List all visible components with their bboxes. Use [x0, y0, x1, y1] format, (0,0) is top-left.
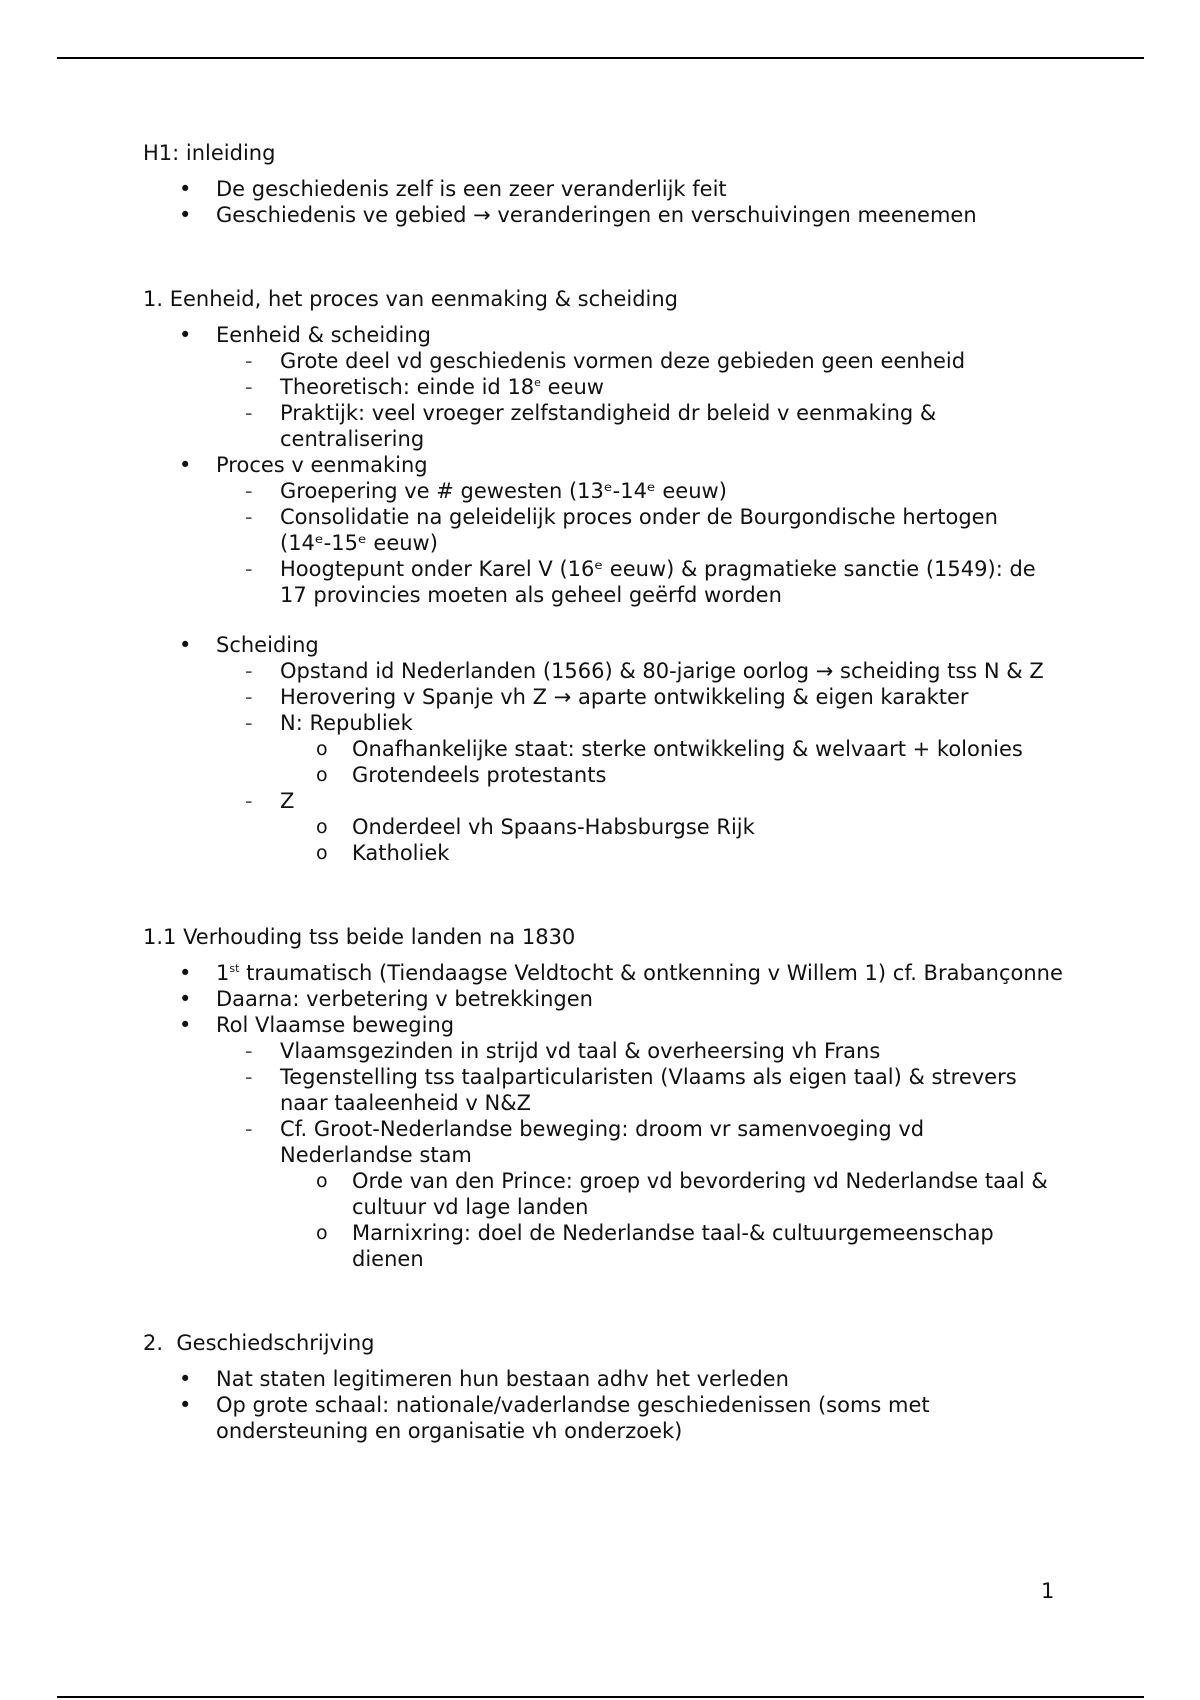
- sub-item: - Grote deel vd geschiedenis vormen deze gebieden geen eenheid: [143, 348, 1063, 374]
- sub-item: - Groepering ve # gewesten (13ᵉ-14ᵉ eeuw): [143, 478, 1063, 504]
- list-item: • Nat staten legitimeren hun bestaan adhv het verleden: [143, 1366, 1063, 1392]
- sub-sub-item: o Grotendeels protestants: [143, 762, 1063, 788]
- sub-item: - Vlaamsgezinden in strijd vd taal & overheersing vh Frans: [143, 1038, 1063, 1064]
- list-item: • Geschiedenis ve gebied → veranderingen en verschuivingen meenemen: [143, 202, 1063, 228]
- heading-section-1: 1. Eenheid, het proces van eenmaking & scheiding: [143, 287, 678, 311]
- list-item: • Rol Vlaamse beweging: [143, 1012, 1063, 1038]
- list-item: • De geschiedenis zelf is een zeer veranderlijk feit: [143, 176, 1063, 202]
- list-item: • Proces v eenmaking: [143, 452, 1063, 478]
- sub-item: - N: Republiek: [143, 710, 1063, 736]
- list-item: • Eenheid & scheiding: [143, 322, 1063, 348]
- sub-item: - Herovering v Spanje vh Z → aparte ontwikkeling & eigen karakter: [143, 684, 1063, 710]
- header-rule: [57, 57, 1144, 59]
- sub-item: - Theoretisch: einde id 18e eeuw: [143, 374, 1063, 400]
- footer-rule: [57, 1696, 1144, 1698]
- list-item: • Scheiding: [143, 632, 1063, 658]
- sub-item: - Consolidatie na geleidelijk proces onder de Bourgondische hertogen (14ᵉ-15ᵉ eeuw): [143, 504, 1063, 556]
- sub-item: - Cf. Groot-Nederlandse beweging: droom vr samenvoeging vd Nederlandse stam: [143, 1116, 1063, 1168]
- sub-sub-item: o Orde van den Prince: groep vd bevordering vd Nederlandse taal & cultuur vd lage landen: [143, 1168, 1063, 1220]
- sub-item: - Hoogtepunt onder Karel V (16ᵉ eeuw) & pragmatieke sanctie (1549): de 17 provincies moeten als geheel geërfd worden: [143, 556, 1063, 608]
- page-number: 1: [1041, 1579, 1055, 1603]
- list-item: • Op grote schaal: nationale/vaderlandse geschiedenissen (soms met ondersteuning en organisatie vh onderzoek): [143, 1392, 1063, 1444]
- sub-item: - Z: [143, 788, 1063, 814]
- list-item: • 1st traumatisch (Tiendaagse Veldtocht & ontkenning v Willem 1) cf. Brabançonne: [143, 960, 1063, 986]
- heading-section-1-1: 1.1 Verhouding tss beide landen na 1830: [143, 925, 576, 949]
- sub-sub-item: o Onderdeel vh Spaans-Habsburgse Rijk: [143, 814, 1063, 840]
- sub-sub-item: o Onafhankelijke staat: sterke ontwikkeling & welvaart + kolonies: [143, 736, 1063, 762]
- heading-h1: H1: inleiding: [143, 141, 276, 165]
- heading-section-2: 2. Geschiedschrijving: [143, 1331, 375, 1355]
- sub-sub-item: o Katholiek: [143, 840, 1063, 866]
- sub-sub-item: o Marnixring: doel de Nederlandse taal-& cultuurgemeenschap dienen: [143, 1220, 1063, 1272]
- sub-item: - Praktijk: veel vroeger zelfstandigheid dr beleid v eenmaking & centralisering: [143, 400, 1063, 452]
- document-page: [143, 140, 1063, 1444]
- sub-item: - Tegenstelling tss taalparticularisten (Vlaams als eigen taal) & strevers naar taaleenheid v N&Z: [143, 1064, 1063, 1116]
- list-item: • Daarna: verbetering v betrekkingen: [143, 986, 1063, 1012]
- sub-item: - Opstand id Nederlanden (1566) & 80-jarige oorlog → scheiding tss N & Z: [143, 658, 1063, 684]
